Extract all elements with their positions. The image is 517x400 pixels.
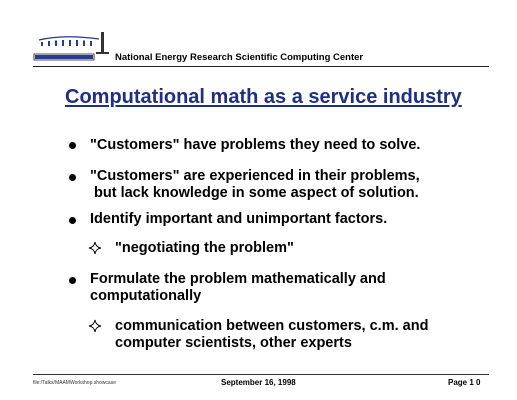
bullet-line: but lack knowledge in some aspect of solution. bbox=[94, 185, 419, 201]
bullet-line: computationally bbox=[90, 288, 202, 304]
sub-bullet-diamond-icon bbox=[88, 241, 102, 255]
bullet-line: "Customers" are experienced in their problems, bbox=[90, 168, 420, 184]
bullet-item bbox=[90, 168, 420, 202]
header-divider bbox=[33, 66, 489, 67]
slide-title: Computational math as a service industry bbox=[65, 86, 462, 108]
bullet-line: "Customers" have problems they need to solve. bbox=[90, 137, 421, 153]
bullet-line: "negotiating the problem" bbox=[115, 240, 294, 256]
footer-file-path: file:/Talks/MAAMWorkshop.showcase bbox=[33, 380, 116, 386]
bullet-line: communication between customers, c.m. and bbox=[115, 318, 429, 334]
bullet-item bbox=[90, 271, 386, 305]
footer-divider bbox=[33, 374, 489, 375]
bullet-item bbox=[90, 137, 420, 154]
bullet-item bbox=[90, 211, 387, 228]
bullet-line: Identify important and unimportant factors. bbox=[90, 211, 388, 227]
sub-bullet-item bbox=[115, 240, 294, 257]
sub-bullet-item bbox=[115, 318, 428, 352]
sub-bullet-diamond-icon bbox=[88, 319, 102, 333]
bullet-dot-icon bbox=[69, 217, 76, 224]
bullet-line: Formulate the problem mathematically and bbox=[90, 271, 386, 287]
footer-date: September 16, 1998 bbox=[221, 378, 296, 387]
bullet-dot-icon bbox=[69, 277, 76, 284]
footer-page-number: Page 1 0 bbox=[448, 378, 481, 387]
berkeley-lab-logo bbox=[33, 30, 111, 62]
bullet-line: computer scientists, other experts bbox=[115, 335, 352, 351]
bullet-dot-icon bbox=[69, 142, 76, 149]
header-org-name: National Energy Research Scientific Computing Center bbox=[115, 52, 364, 63]
bullet-dot-icon bbox=[69, 174, 76, 181]
